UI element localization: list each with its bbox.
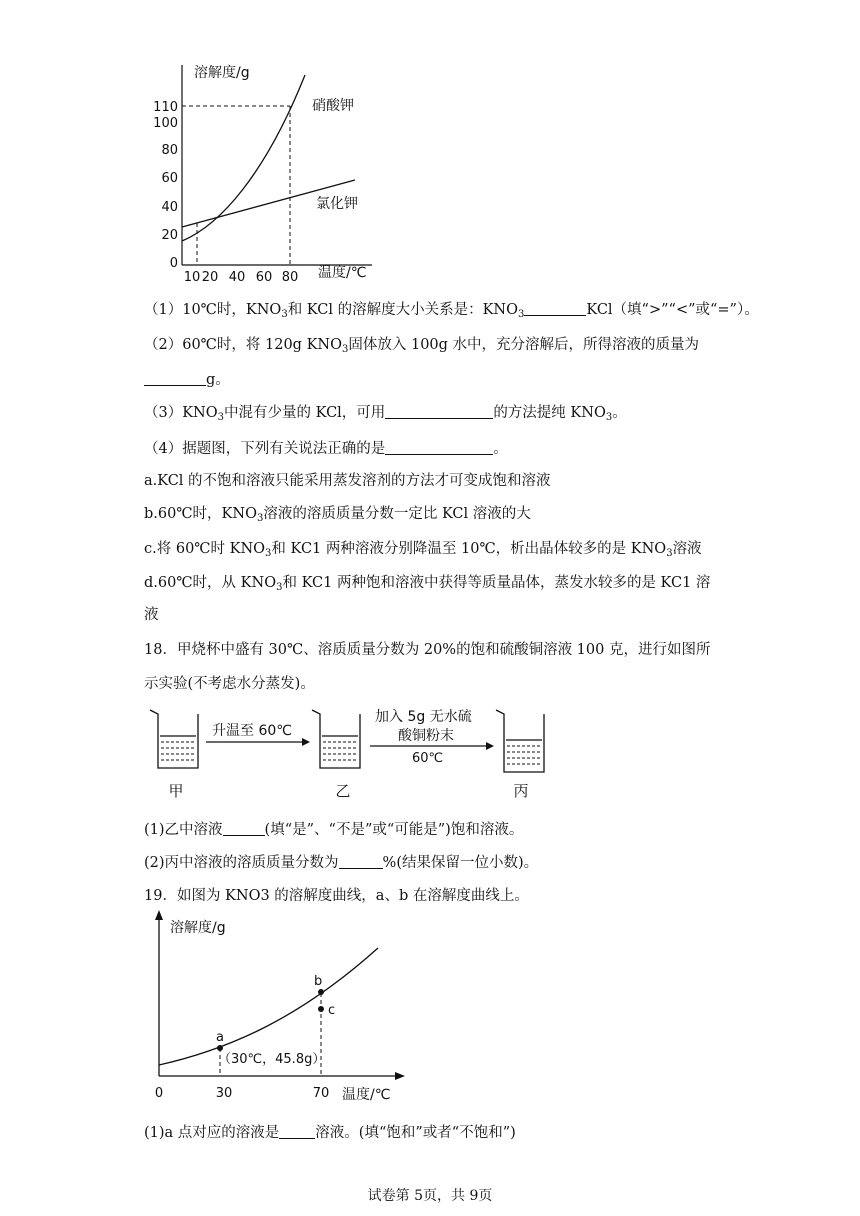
q17-option-c: c.将 60℃时 $KNO_3$和 KC1 两种溶液分别降温至 10℃，析出晶体较多的是 $KNO_3$溶液 <box>144 541 702 559</box>
y-tick: 100 <box>153 116 178 131</box>
point-c <box>318 1006 324 1012</box>
solubility-chart-kno3 <box>140 908 410 1108</box>
beaker-bing-label: 丙 <box>513 782 529 800</box>
beaker-experiment-diagram <box>140 702 560 802</box>
x-tick: 60 <box>255 270 273 285</box>
answer-blank[interactable] <box>279 1124 315 1139</box>
solubility-chart-kno3-kcl <box>140 55 380 285</box>
y-tick: 20 <box>161 228 178 243</box>
q17-option-d-cont: 液 <box>144 607 159 623</box>
y-axis-title: 溶解度/g <box>194 65 250 81</box>
point-c-label: c <box>328 1003 336 1018</box>
answer-blank[interactable] <box>385 404 493 419</box>
arrow2-label-line3: 60℃ <box>412 751 444 766</box>
kcl-label: 氯化钾 <box>316 196 358 212</box>
kno3-curve <box>182 75 305 241</box>
beaker-jia <box>150 710 198 768</box>
point-a <box>217 1045 223 1051</box>
q17-part2: （2）60℃时，将 120g $KNO_3$固体放入 100g 水中，充分溶解后，所得溶液的质量为 <box>144 337 700 355</box>
q17-part2-cont: g。 <box>144 368 230 389</box>
q18-stem-line2: 示实验(不考虑水分蒸发)。 <box>144 676 315 692</box>
x-tick-0: 0 <box>154 1086 164 1101</box>
kno3-solubility-curve <box>159 948 378 1065</box>
arrow2-label-line1: 加入 5g 无水硫 <box>375 709 472 725</box>
q17-option-a: a.KCl 的不饱和溶液只能采用蒸发溶剂的方法才可变成饱和溶液 <box>144 473 551 489</box>
q17-part4: （4）据题图，下列有关说法正确的是 。 <box>144 441 508 457</box>
point-b-label: b <box>314 974 323 989</box>
answer-blank[interactable] <box>339 854 383 869</box>
arrow2-label-line2: 酸铜粉末 <box>398 728 454 744</box>
x-tick: 10 <box>183 270 201 285</box>
answer-blank[interactable] <box>223 821 265 836</box>
q18-part1: (1)乙中溶液 (填“是”、“不是”或“可能是”)饱和溶液。 <box>144 822 524 838</box>
q17-option-b: b.60℃时，$KNO_3$溶液的溶质质量分数一定比 KCl 溶液的大 <box>144 506 531 524</box>
q17-part3: $(3)KNO_3$中混有少量的 KCl，可用 的方法提纯 $KNO_3$。 <box>144 405 627 423</box>
y-tick: 80 <box>161 143 178 158</box>
x-axis-title: 温度/℃ <box>342 1087 391 1103</box>
q19-stem: 19．如图为 KNO3 的溶解度曲线，a、b 在溶解度曲线上。 <box>144 888 529 904</box>
x-tick-30: 30 <box>215 1086 233 1101</box>
q17-option-d: d.60℃时，从 $KNO_3$和 KC1 两种饱和溶液中获得等质量晶体，蒸发水较多的是 KC1 溶 <box>144 575 711 593</box>
answer-blank[interactable] <box>385 440 493 455</box>
q18-part2: (2)丙中溶液的溶质质量分数为 %(结果保留一位小数)。 <box>144 855 539 871</box>
x-tick: 20 <box>201 270 219 285</box>
x-tick: 80 <box>281 270 299 285</box>
beaker-yi <box>312 710 360 768</box>
q19-part1: (1)a 点对应的溶液是 溶液。(填“饱和”或者“不饱和”) <box>144 1125 516 1141</box>
point-a-label: a <box>216 1030 224 1045</box>
x-tick-70: 70 <box>312 1086 330 1101</box>
answer-blank[interactable] <box>144 371 206 386</box>
kno3-label: 硝酸钾 <box>312 98 354 114</box>
beaker-bing <box>496 710 544 772</box>
y-axis-title: 溶解度/g <box>170 920 226 936</box>
q18-stem-line1: 18．甲烧杯中盛有 30℃、溶质质量分数为 20%的饱和硫酸铜溶液 100 克，进行如图所 <box>144 642 711 658</box>
beaker-yi-label: 乙 <box>335 782 351 800</box>
x-axis-title: 温度/℃ <box>318 265 367 281</box>
point-a-coordinates: （30℃，45.8g） <box>218 1052 326 1067</box>
point-b <box>318 989 324 995</box>
y-tick: 110 <box>153 100 178 115</box>
page-footer: 试卷第 5页，共 9页 <box>367 1188 493 1204</box>
q17-part1: （1）10℃时，$KNO_3$和 KCl 的溶解度大小关系是：$KNO_3$ KCl（填“>”“<”或“=”）。 <box>144 302 759 320</box>
y-tick: 0 <box>169 256 178 271</box>
answer-blank[interactable] <box>524 301 586 316</box>
y-tick: 40 <box>161 200 178 215</box>
beaker-jia-label: 甲 <box>168 782 184 800</box>
y-tick: 60 <box>161 171 178 186</box>
x-tick: 40 <box>228 270 246 285</box>
arrow1-label: 升温至 60℃ <box>212 723 292 739</box>
